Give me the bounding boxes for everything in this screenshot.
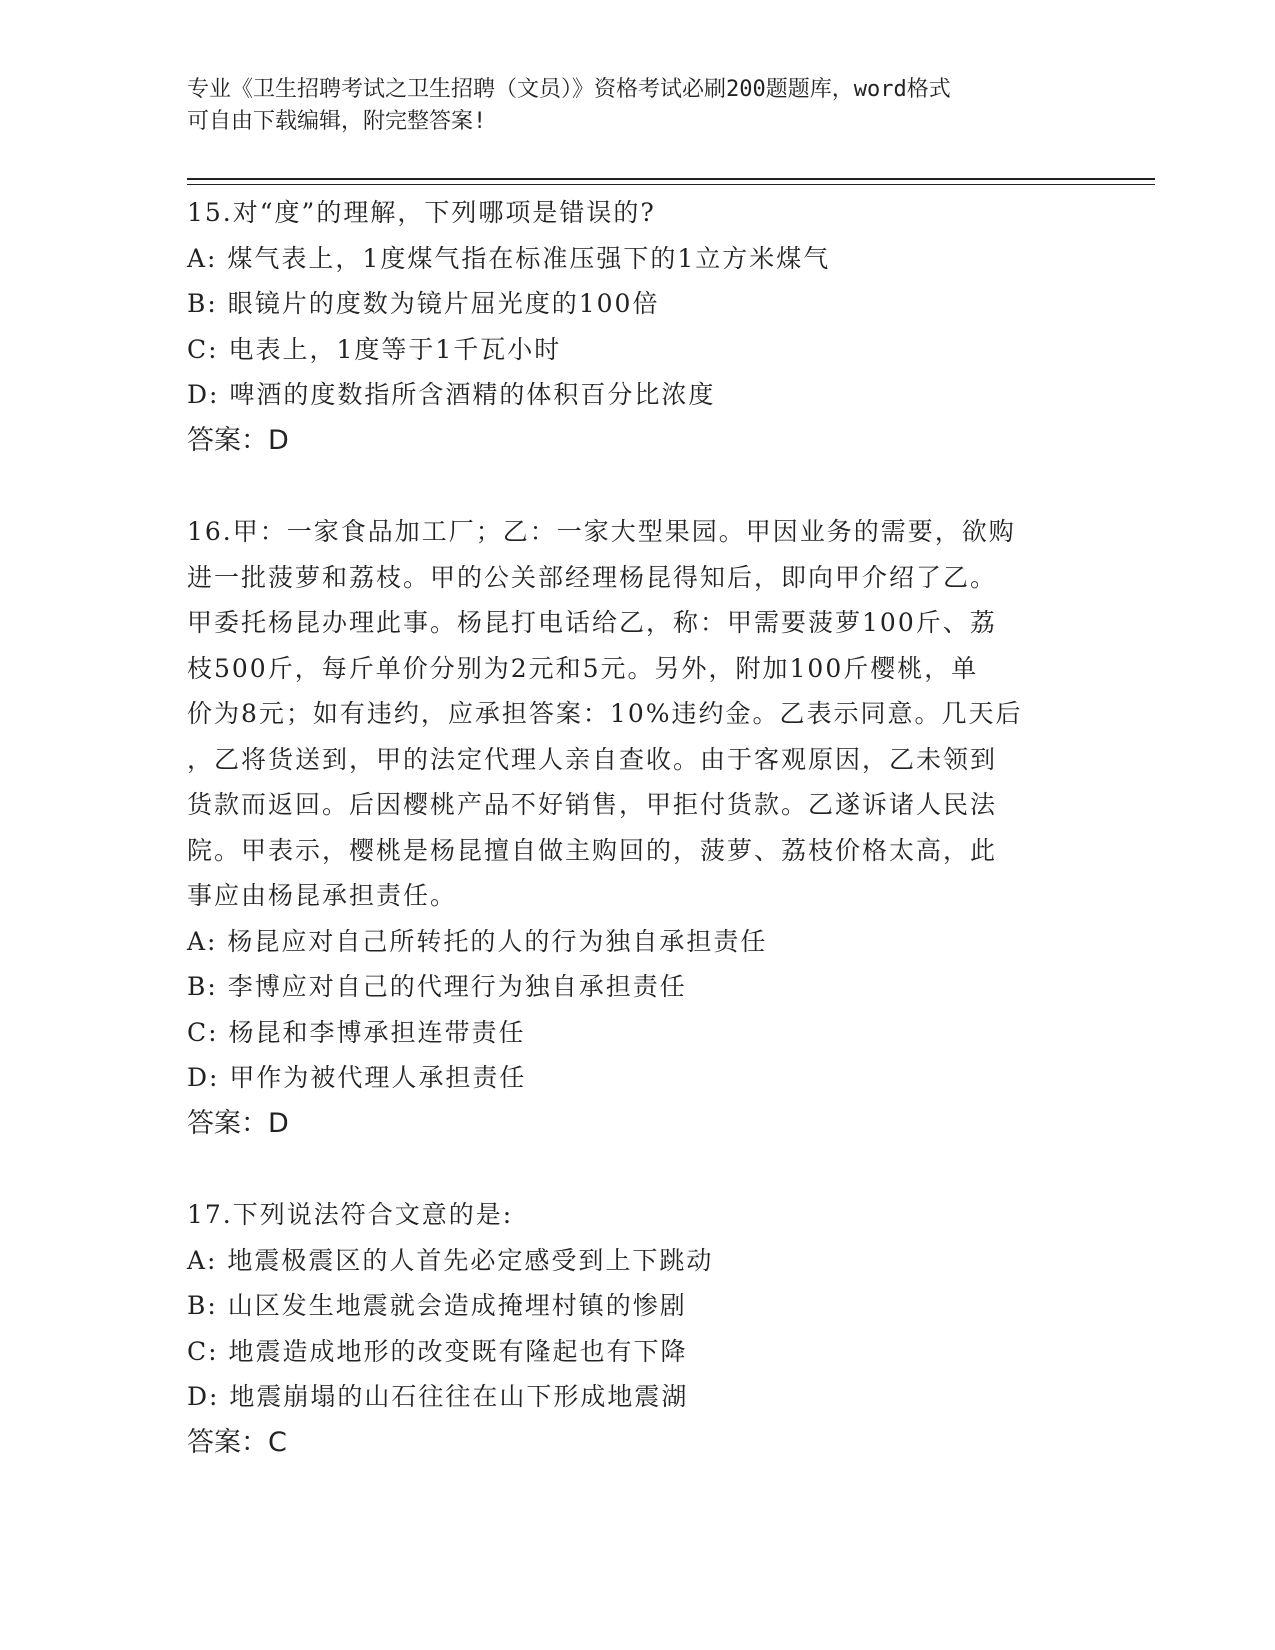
option-c: C: 电表上，1度等于1千瓦小时 xyxy=(187,334,562,364)
question-stem-line: 货款而返回。后因樱桃产品不好销售，甲拒付货款。乙遂诉诸人民法 xyxy=(187,790,998,819)
question-stem-line: 进一批菠萝和荔枝。甲的公关部经理杨昆得知后，即向甲介绍了乙。 xyxy=(187,562,998,592)
option-a: A: 煤气表上，1度煤气指在标准压强下的1立方米煤气 xyxy=(187,243,831,273)
option-d: D: 啤酒的度数指所含酒精的体积百分比浓度 xyxy=(187,380,716,409)
question-list xyxy=(187,190,1087,1465)
header-divider-thin xyxy=(187,184,1155,185)
option-d: D: 甲作为被代理人承担责任 xyxy=(187,1063,527,1092)
question-stem-line: ，乙将货送到，甲的法定代理人亲自查收。由于客观原因，乙未领到 xyxy=(187,744,998,774)
option-c: C: 杨昆和李博承担连带责任 xyxy=(187,1017,526,1047)
question-stem-line: 价为8元；如有违约，应承担答案：10%违约金。乙表示同意。几天后 xyxy=(187,699,1023,728)
option-b: B: 眼镜片的度数为镜片屈光度的100倍 xyxy=(187,289,660,318)
header-line-2: 可自由下载编辑，附完整答案! xyxy=(187,109,487,134)
header-line-1: 专业《卫生招聘考试之卫生招聘（文员）》资格考试必刷200题题库，word格式 xyxy=(187,77,951,102)
question-stem-line: 枝500斤，每斤单价分别为2元和5元。另外，附加100斤樱桃，单 xyxy=(187,653,979,683)
question-stem: 15.对“度”的理解，下列哪项是错误的? xyxy=(187,198,656,227)
option-a: A: 杨昆应对自己所转托的人的行为独自承担责任 xyxy=(187,926,768,956)
question-stem-line: 16.甲：一家食品加工厂；乙：一家大型果园。甲因业务的需要，欲购 xyxy=(187,517,1016,546)
question-17 xyxy=(187,1192,1087,1465)
option-a: A: 地震极震区的人首先必定感受到上下跳动 xyxy=(187,1245,714,1275)
header-divider-thick xyxy=(187,178,1155,180)
option-b: B: 李博应对自己的代理行为独自承担责任 xyxy=(187,972,687,1001)
answer: 答案：D xyxy=(187,1107,289,1139)
answer: 答案：C xyxy=(187,1426,287,1458)
question-stem-line: 事应由杨昆承担责任。 xyxy=(187,881,458,910)
option-b: B: 山区发生地震就会造成掩埋村镇的惨剧 xyxy=(187,1291,687,1320)
option-d: D: 地震崩塌的山石往往在山下形成地震湖 xyxy=(187,1382,689,1411)
question-stem-line: 甲委托杨昆办理此事。杨昆打电话给乙，称：甲需要菠萝100斤、荔 xyxy=(187,608,997,637)
question-15 xyxy=(187,190,1087,463)
question-16 xyxy=(187,509,1087,1146)
document-header xyxy=(187,74,1087,138)
answer: 答案：D xyxy=(187,424,289,456)
option-c: C: 地震造成地形的改变既有隆起也有下降 xyxy=(187,1336,688,1366)
question-stem-line: 院。甲表示，樱桃是杨昆擅自做主购回的，菠萝、荔枝价格太高，此 xyxy=(187,835,998,865)
question-stem: 17.下列说法符合文意的是: xyxy=(187,1200,514,1229)
